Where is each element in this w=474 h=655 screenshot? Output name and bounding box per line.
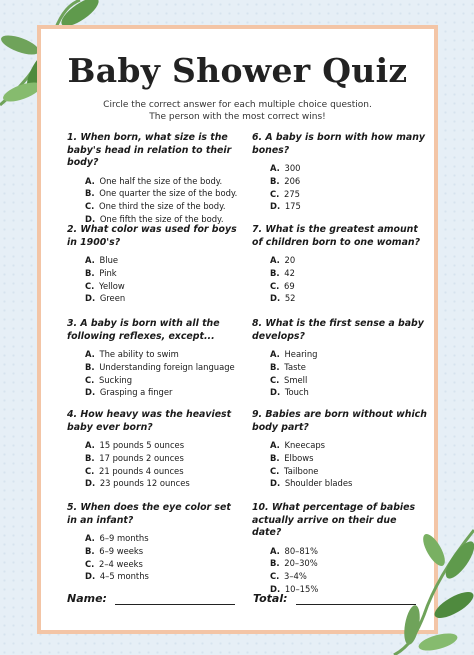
question-4 <box>67 409 242 490</box>
answer-option[interactable]: B. Taste <box>270 361 306 372</box>
answer-option[interactable]: A. 80–81% <box>270 545 318 556</box>
answer-option[interactable]: C. Yellow <box>85 280 125 291</box>
name-line[interactable] <box>115 594 235 605</box>
answer-option[interactable]: C. Sucking <box>85 374 133 385</box>
question-text: 9. Babies are born without which body part? <box>252 409 427 433</box>
answer-option[interactable]: B. 206 <box>270 175 301 186</box>
total-label: Total: <box>253 592 288 605</box>
answer-option[interactable]: A. 15 pounds 5 ounces <box>85 440 185 450</box>
answer-option[interactable]: D. One fifth the size of the body. <box>85 213 224 224</box>
answer-option[interactable]: D. Touch <box>270 387 309 398</box>
answer-option[interactable]: C. Tailbone <box>270 465 319 476</box>
question-8 <box>252 318 427 399</box>
answer-option[interactable]: A. Hearing <box>270 349 318 359</box>
question-9 <box>252 409 427 490</box>
answer-option[interactable]: D. 52 <box>270 293 296 304</box>
answer-option[interactable]: B. Pink <box>85 267 117 278</box>
answer-option[interactable]: A. 300 <box>270 163 301 173</box>
question-6 <box>252 132 427 213</box>
question-2 <box>67 224 242 305</box>
name-label: Name: <box>67 592 107 605</box>
instructions <box>41 99 434 123</box>
question-text: 10. What percentage of babies actually arrive on their due date? <box>252 502 416 538</box>
answer-option[interactable]: D. Shoulder blades <box>270 478 353 489</box>
vine-leaves-bottom-right <box>354 520 474 655</box>
question-text: 7. What is the greatest amount of children born to one woman? <box>252 224 421 248</box>
answer-option[interactable]: A. 6–9 months <box>85 533 149 543</box>
answer-option[interactable]: C. 3–4% <box>270 571 307 582</box>
answer-option[interactable]: B. 20–30% <box>270 558 318 569</box>
page-title: Baby Shower Quiz <box>67 51 408 90</box>
question-text: 5. When does the eye color set in an infant? <box>67 502 231 526</box>
answer-option[interactable]: B. Understanding foreign language <box>85 361 235 372</box>
answer-option[interactable]: D. 23 pounds 12 ounces <box>85 478 190 489</box>
question-3 <box>67 318 242 399</box>
answer-option[interactable]: B. 17 pounds 2 ounces <box>85 452 184 463</box>
answer-option[interactable]: A. The ability to swim <box>85 349 179 359</box>
answer-option[interactable]: D. 175 <box>270 201 301 212</box>
question-5 <box>67 502 242 583</box>
instructions-line-1: Circle the correct answer for each multiple choice question. <box>103 100 372 110</box>
answer-option[interactable]: B. 42 <box>270 267 295 278</box>
answer-option[interactable]: D. Grasping a finger <box>85 387 173 398</box>
answer-option[interactable]: D. 4–5 months <box>85 571 149 582</box>
answer-option[interactable]: D. 10–15% <box>270 583 319 594</box>
answer-option[interactable]: B. One quarter the size of the body. <box>85 188 238 199</box>
question-text: 1. When born, what size is the baby's head in relation to their body? <box>67 132 232 168</box>
question-text: 2. What color was used for boys in 1900's? <box>67 224 237 248</box>
instructions-line-2: The person with the most correct wins! <box>149 112 326 122</box>
question-text: 6. A baby is born with how many bones? <box>252 132 425 156</box>
answer-option[interactable]: A. 20 <box>270 255 296 265</box>
answer-option[interactable]: C. 21 pounds 4 ounces <box>85 465 184 476</box>
answer-option[interactable]: C. One third the size of the body. <box>85 201 226 212</box>
answer-option[interactable]: B. Elbows <box>270 452 314 463</box>
answer-option[interactable]: A. Blue <box>85 255 119 265</box>
answer-option[interactable]: C. Smell <box>270 374 308 385</box>
question-text: 3. A baby is born with all the following reflexes, except... <box>67 318 220 342</box>
answer-option[interactable]: A. One half the size of the body. <box>85 175 223 186</box>
question-text: 4. How heavy was the heaviest baby ever born? <box>67 409 232 433</box>
name-field[interactable] <box>67 592 235 605</box>
answer-option[interactable]: C. 2–4 weeks <box>85 558 143 569</box>
answer-option[interactable]: D. Green <box>85 293 126 304</box>
question-7 <box>252 224 427 305</box>
answer-option[interactable]: B. 6–9 weeks <box>85 545 144 556</box>
answer-option[interactable]: A. Kneecaps <box>270 440 326 450</box>
answer-option[interactable]: C. 275 <box>270 188 300 199</box>
question-text: 8. What is the first sense a baby develops? <box>252 318 424 342</box>
question-1 <box>67 132 242 226</box>
answer-option[interactable]: C. 69 <box>270 280 295 291</box>
